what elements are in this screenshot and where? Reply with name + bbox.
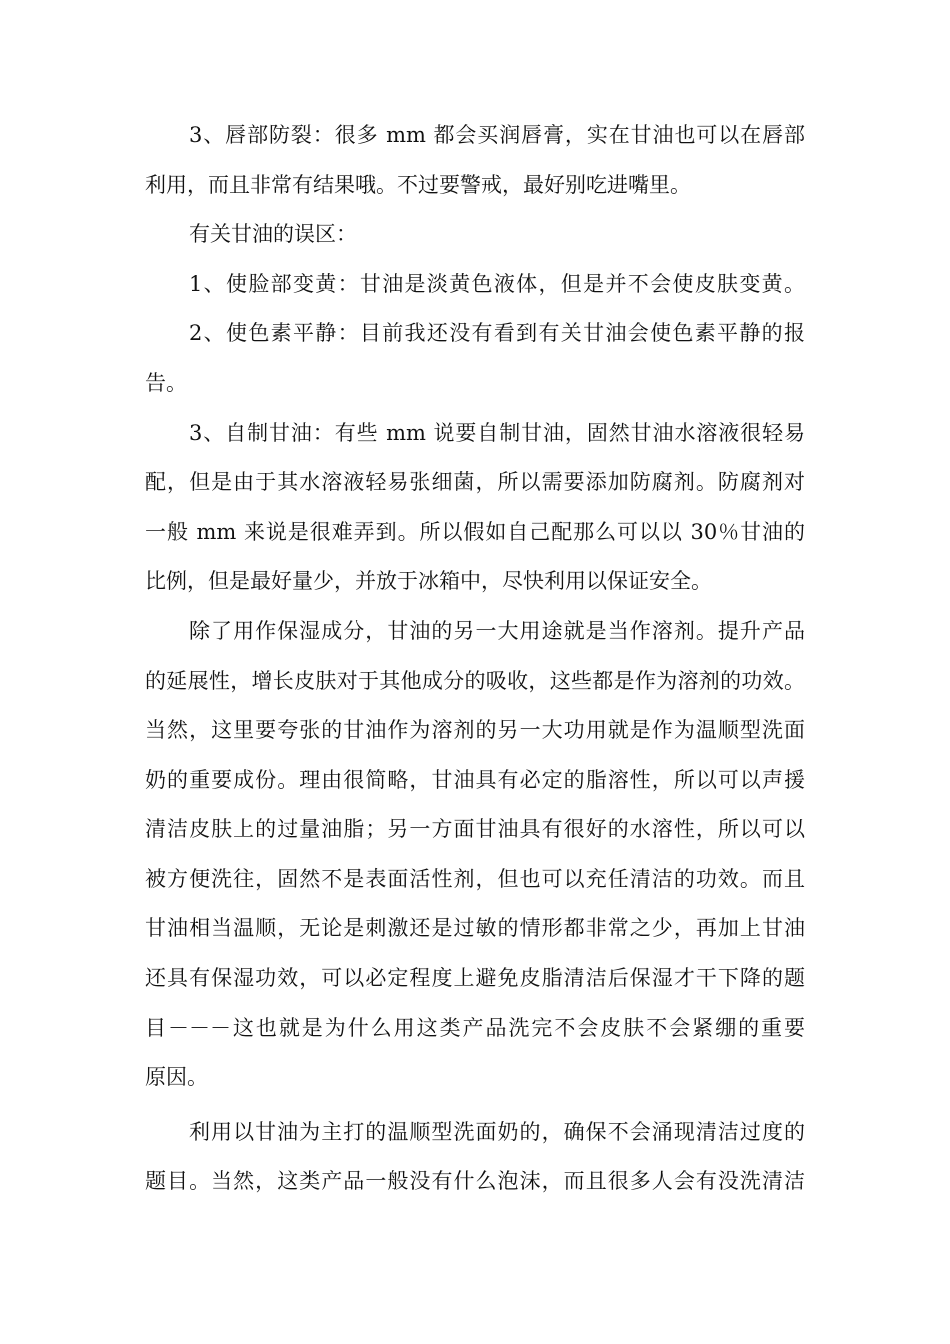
text-line: 除了用作保湿成分，甘油的另一大用途就是当作溶剂。提升产品 <box>189 619 805 643</box>
text-line: 3、自制甘油：有些 mm 说要自制甘油，固然甘油水溶液很轻易 <box>189 421 805 445</box>
text-line: 有关甘油的误区： <box>189 222 357 246</box>
text-line: 还具有保湿功效，可以必定程度上避免皮脂清洁后保湿才干下降的题 <box>145 966 805 990</box>
text-line: 奶的重要成份。理由很简略，甘油具有必定的脂溶性，所以可以声援 <box>145 768 805 792</box>
text-line: 被方便洗往，固然不是表面活性剂，但也可以充任清洁的功效。而且 <box>145 867 805 891</box>
text-line: 利用以甘油为主打的温顺型洗面奶的，确保不会涌现清洁过度的 <box>189 1120 805 1144</box>
text-line: 3、唇部防裂：很多 mm 都会买润唇膏，实在甘油也可以在唇部 <box>189 123 805 147</box>
text-line: 目－－－这也就是为什么用这类产品洗完不会皮肤不会紧绷的重要 <box>145 1016 805 1040</box>
text-line: 当然，这里要夸张的甘油作为溶剂的另一大功用就是作为温顺型洗面 <box>145 718 805 742</box>
text-line: 原因。 <box>145 1065 208 1089</box>
text-line: 甘油相当温顺，无论是刺激还是过敏的情形都非常之少，再加上甘油 <box>145 916 805 940</box>
text-line: 清洁皮肤上的过量油脂；另一方面甘油具有很好的水溶性，所以可以 <box>145 817 805 841</box>
text-line: 的延展性，增长皮肤对于其他成分的吸收，这些都是作为溶剂的功效。 <box>145 669 805 693</box>
text-line: 告。 <box>145 371 187 395</box>
text-line: 题目。当然，这类产品一般没有什么泡沫，而且很多人会有没洗清洁 <box>145 1169 805 1193</box>
text-line: 利用，而且非常有结果哦。不过要警戒，最好别吃进嘴里。 <box>145 173 691 197</box>
text-line: 1、使脸部变黄：甘油是淡黄色液体，但是并不会使皮肤变黄。 <box>189 272 805 296</box>
text-line: 2、使色素平静：目前我还没有看到有关甘油会使色素平静的报 <box>189 321 805 345</box>
text-line: 比例，但是最好量少，并放于冰箱中，尽快利用以保证安全。 <box>145 569 712 593</box>
text-line: 一般 mm 来说是很难弄到。所以假如自己配那么可以以 30％甘油的 <box>145 520 805 544</box>
text-line: 配，但是由于其水溶液轻易张细菌，所以需要添加防腐剂。防腐剂对 <box>145 470 805 494</box>
